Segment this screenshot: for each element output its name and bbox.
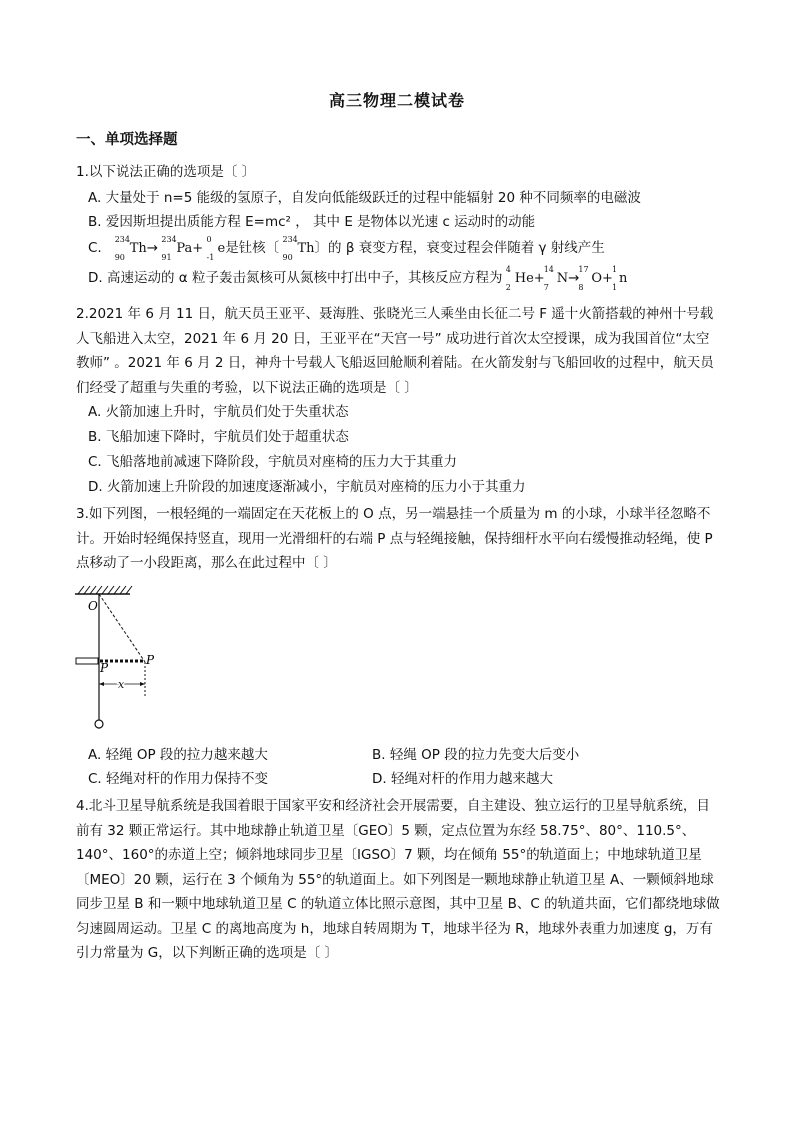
rod-shape (76, 658, 98, 664)
pendulum-diagram (70, 584, 180, 734)
question-3-option-c[interactable]: C. 轻绳对杆的作用力保持不变 (88, 771, 269, 787)
arrow-symbol: → (146, 240, 159, 256)
page-title: 高三物理二模试卷 (328, 91, 465, 110)
ball-shape (95, 720, 103, 728)
nuclide-neutron: 1 1 n (611, 265, 628, 292)
question-2-option-b[interactable]: B. 飞船加速下降时，宇航员们处于超重状态 (88, 429, 349, 445)
question-2-stem: 2.2021 年 6 月 11 日，航天员王亚平、聂海胜、张晓光三人乘坐由长征二号 F 遥十火箭搭载的神州十号载人飞船进入太空，2021 年 6 月 20 日，王亚平在“天宫一号” 成功进行首次太空授课，成为我国首位“太空教师” 。2021 年 6 月 2 日，神舟十号载人飞船返回舱顺利着陆。在火箭发射与飞船回收的过程中，航天员们经受了超重与失重的考验，以下说法正确的选项是〔 〕 (76, 306, 714, 396)
question-1-option-d[interactable]: D. 高速运动的 α 粒子轰击氮核可从氮核中打出中子，其核反应方程为 4 2 He+ 14 7 N→ 17 8 O+ 1 1 n (88, 265, 628, 292)
question-1-stem: 1.以下说法正确的选项是〔 〕 (76, 164, 256, 180)
nuclide-thorium-2: 234 90 Th (282, 235, 315, 262)
question-3-option-d[interactable]: D. 轻绳对杆的作用力越来越大 (372, 771, 553, 787)
question-2-option-a[interactable]: A. 火箭加速上升时，宇航员们处于失重状态 (88, 404, 349, 420)
nuclide-nitrogen: 14 7 N (543, 265, 569, 292)
section-heading: 一、单项选择题 (76, 132, 178, 148)
question-4-stem: 4.北斗卫星导航系统是我国着眼于国家平安和经济社会开展需要，自主建设、独立运行的卫星导航系统，目前有 32 颗正常运行。其中地球静止轨道卫星〔GEO〕5 颗，定点位置为东经 58.75°、80°、110.5°、140°、160°的赤道上空；倾斜地球同步卫星〔IGSO〕7 颗，均在倾角 55°的轨道面上；中地球轨道卫星〔MEO〕20 颗，运行在 3 个倾角为 55°的轨道面上。如下列图是一颗地球静止轨道卫星 A、一颗倾斜地球同步卫星 B 和一颗中地球轨道卫星 C 的轨道立体比照示意图，其中卫星 B、C 的轨道共面，它们都绕地球做匀速圆周运动。卫星 C 的离地高度为 h，地球自转周期为 T，地球半径为 R，地球外表重力加速度 g，万有引力常量为 G，以下判断正确的选项是〔 〕 (76, 798, 720, 961)
nuclide-thorium: 234 90 Th (114, 235, 147, 262)
question-2-option-c[interactable]: C. 飞船落地前减速下降阶段，宇航员对座椅的压力大于其重力 (88, 454, 458, 470)
option-c-label: C. (88, 240, 102, 256)
question-1-option-b[interactable]: B. 爱因斯坦提出质能方程 E=mc² ， 其中 E 是物体以光速 c 运动时的动能 (88, 214, 536, 230)
rope-displaced-line (99, 594, 145, 662)
question-3-option-b[interactable]: B. 轻绳 OP 段的拉力先变大后变小 (372, 747, 580, 763)
label-x: x (118, 678, 125, 691)
nuclide-helium: 4 2 He+ (505, 265, 545, 292)
nuclide-electron: 0 -1 e (206, 235, 226, 262)
question-1-option-a[interactable]: A. 大量处于 n=5 能级的氢原子，自发向低能级跃迁的过程中能辐射 20 种不同频率的电磁波 (88, 190, 641, 206)
arrow-right-icon (140, 682, 145, 686)
question-3-stem: 3.如下列图，一根轻绳的一端固定在天花板上的 O 点，另一端悬挂一个质量为 m 的小球，小球半径忽略不计。开始时轻绳保持竖直，现用一光滑细杆的右端 P 点与轻绳接触，保持细杆水平向右缓慢推动轻绳，使 P 点移动了一小段距离，那么在此过程中〔 〕 (76, 506, 713, 571)
label-p-displaced: P (146, 653, 155, 667)
label-o: O (88, 599, 98, 613)
arrow-left-icon (99, 682, 104, 686)
question-2-option-d[interactable]: D. 火箭加速上升阶段的加速度逐渐减小，宇航员对座椅的压力小于其重力 (88, 479, 526, 495)
nuclide-oxygen: 17 8 O+ (578, 265, 613, 292)
nuclide-protactinium: 234 91 Pa+ (161, 235, 204, 262)
label-p: P (100, 661, 109, 675)
question-3-option-a[interactable]: A. 轻绳 OP 段的拉力越来越大 (88, 747, 268, 763)
question-1-option-c[interactable]: C. 234 90 Th→ 234 91 Pa+ 0 -1 e是钍核〔 234 90 Th〕的 β 衰变方程，衰变过程会伴随着 γ 射线产生 (88, 235, 605, 262)
ceiling-hatching (78, 586, 132, 594)
